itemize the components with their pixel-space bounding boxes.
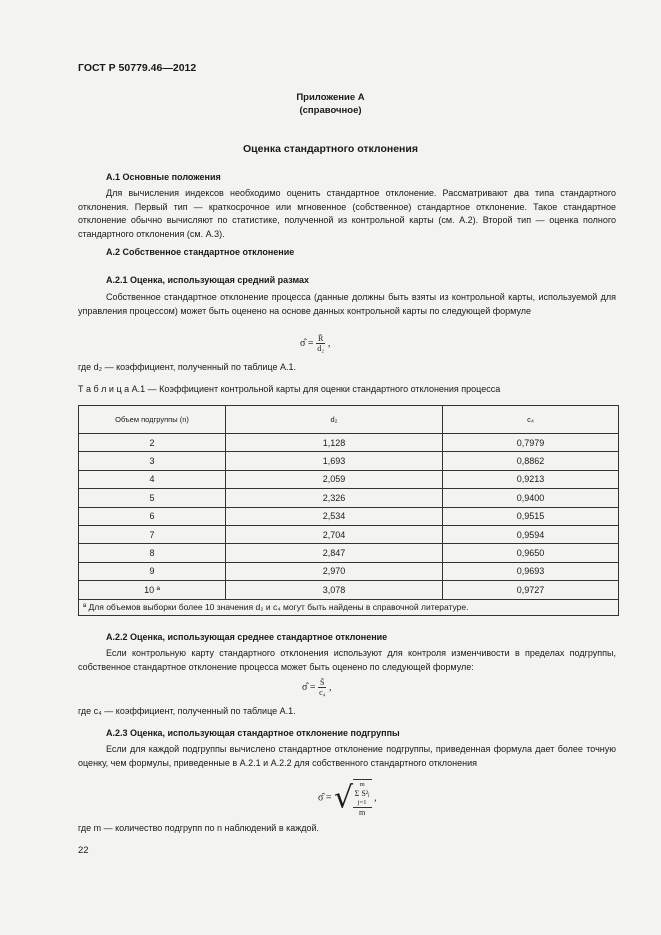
table-header-cell: c₄ bbox=[443, 406, 619, 434]
table-row bbox=[79, 489, 619, 507]
table-cell: 1,128 bbox=[226, 434, 443, 452]
appendix-line2: (справочное) bbox=[299, 105, 362, 116]
table-row bbox=[79, 525, 619, 543]
formula-fraction bbox=[353, 779, 372, 817]
sum-upper: m bbox=[359, 781, 365, 788]
table-cell: 2 bbox=[79, 434, 226, 452]
formula-denominator: d₂ bbox=[317, 344, 325, 353]
table-row bbox=[79, 581, 619, 599]
formula-numerator: R̄ bbox=[318, 334, 324, 343]
formula-tail: , bbox=[327, 337, 331, 349]
table-cell: 3 bbox=[79, 452, 226, 470]
formula-lhs: σ̂ = bbox=[318, 792, 332, 804]
table-row bbox=[79, 434, 619, 452]
table-note: ª Для объемов выборки более 10 значения d₂ и c₄ могут быть найдены в справочной литературе. bbox=[79, 599, 619, 615]
table-body bbox=[79, 434, 619, 600]
formula-tail: , bbox=[374, 792, 377, 804]
table-cell: 0,9650 bbox=[443, 544, 619, 562]
table-cell: 10 ª bbox=[79, 581, 226, 599]
where-a21: где d₂ — коэффициент, полученный по таблице А.1. bbox=[78, 362, 296, 372]
table-header-cell: d₂ bbox=[226, 406, 443, 434]
table-cell: 0,9213 bbox=[443, 470, 619, 488]
table-row bbox=[79, 507, 619, 525]
where-a23: где m — количество подгрупп по n наблюдений в каждой. bbox=[78, 823, 320, 833]
formula-lhs: σ̂ = bbox=[302, 681, 316, 693]
table-cell: 7 bbox=[79, 525, 226, 543]
appendix-label bbox=[0, 91, 661, 117]
formula-fraction bbox=[318, 678, 326, 697]
table-cell: 2,059 bbox=[226, 470, 443, 488]
table-cell: 1,693 bbox=[226, 452, 443, 470]
paragraph-a1: Для вычисления индексов необходимо оценить стандартное отклонение. Рассматривают два типа стандартного отклонения. Первый тип — краткосрочное или мгновенное (собственное) стандартное отклонение. Такое стандартное отклонение обычно вычисляют по статистике, полученной из контрольной карты (см. А.2). Второй тип — оценка полного стандартного отклонения (см. А.3). bbox=[78, 188, 616, 239]
sum-lower: j=1 bbox=[357, 799, 367, 806]
formula-numerator bbox=[353, 780, 372, 808]
table-cell: 3,078 bbox=[226, 581, 443, 599]
formula-numerator: S̄ bbox=[320, 678, 325, 687]
where-a22: где c₄ — коэффициент, полученный по таблице А.1. bbox=[78, 706, 296, 716]
table-cell: 0,9515 bbox=[443, 507, 619, 525]
table-row bbox=[79, 562, 619, 580]
coefficient-table bbox=[78, 405, 619, 616]
table-cell: 0,9693 bbox=[443, 562, 619, 580]
table-cell: 0,9400 bbox=[443, 489, 619, 507]
formula-a21 bbox=[300, 334, 330, 353]
table-cell: 0,8862 bbox=[443, 452, 619, 470]
heading-a2: А.2 Собственное стандартное отклонение bbox=[106, 247, 295, 257]
formula-denominator: c₄ bbox=[319, 688, 326, 697]
table-header-cell: Объем подгруппы (n) bbox=[79, 406, 226, 434]
formula-tail: , bbox=[328, 681, 332, 693]
table-cell: 2,534 bbox=[226, 507, 443, 525]
table-cell: 2,970 bbox=[226, 562, 443, 580]
appendix-line1: Приложение А bbox=[296, 92, 365, 103]
formula-a22 bbox=[302, 678, 331, 697]
table-cell: 0,9727 bbox=[443, 581, 619, 599]
table-cell: 9 bbox=[79, 562, 226, 580]
formula-lhs: σ̂ = bbox=[300, 337, 314, 349]
table-cell: 2,704 bbox=[226, 525, 443, 543]
heading-a21: А.2.1 Оценка, использующая средний размах bbox=[106, 275, 310, 285]
page-number: 22 bbox=[78, 845, 89, 856]
heading-a23: А.2.3 Оценка, использующая стандартное отклонение подгруппы bbox=[106, 728, 400, 738]
paragraph-a22: Если контрольную карту стандартного отклонения используют для контроля изменчивости в пределах подгруппы, собственное стандартное отклонение процесса может быть оценено по следующей формуле: bbox=[78, 648, 616, 672]
table-cell: 2,847 bbox=[226, 544, 443, 562]
table-row bbox=[79, 470, 619, 488]
table-cell: 5 bbox=[79, 489, 226, 507]
paragraph-a21: Собственное стандартное отклонение процесса (данные должны быть взяты из контрольной карты, используемой для управления процессом) может быть оценено на основе данных контрольной карты по следующей формуле bbox=[78, 292, 616, 316]
appendix-title: Оценка стандартного отклонения bbox=[243, 143, 418, 155]
table-cell: 0,7979 bbox=[443, 434, 619, 452]
table-cell: 4 bbox=[79, 470, 226, 488]
heading-a22: А.2.2 Оценка, использующая среднее стандартное отклонение bbox=[106, 632, 388, 642]
heading-a1: А.1 Основные положения bbox=[106, 172, 221, 182]
formula-denominator: m bbox=[358, 808, 366, 817]
table-cell: 0,9594 bbox=[443, 525, 619, 543]
paragraph-a23: Если для каждой подгруппы вычислено стандартное отклонение подгруппы, приведенная формула дает более точную оценку, чем формулы, приведенные в А.2.1 и А.2.2 для собственного стандартного отклонения bbox=[78, 744, 616, 768]
formula-fraction bbox=[316, 334, 325, 353]
document-header: ГОСТ Р 50779.46—2012 bbox=[78, 62, 197, 74]
table-cell: 2,326 bbox=[226, 489, 443, 507]
sum-term: Σ S²ⱼ bbox=[354, 789, 370, 798]
table-header-row bbox=[79, 406, 619, 434]
sqrt-icon: √ bbox=[334, 780, 354, 816]
table-note-row bbox=[79, 599, 619, 615]
table-row bbox=[79, 452, 619, 470]
table-cell: 6 bbox=[79, 507, 226, 525]
table-cell: 8 bbox=[79, 544, 226, 562]
table-row bbox=[79, 544, 619, 562]
formula-a23 bbox=[318, 779, 377, 817]
table-caption: Т а б л и ц а А.1 — Коэффициент контрольной карты для оценки стандартного отклонения процесса bbox=[78, 384, 501, 394]
